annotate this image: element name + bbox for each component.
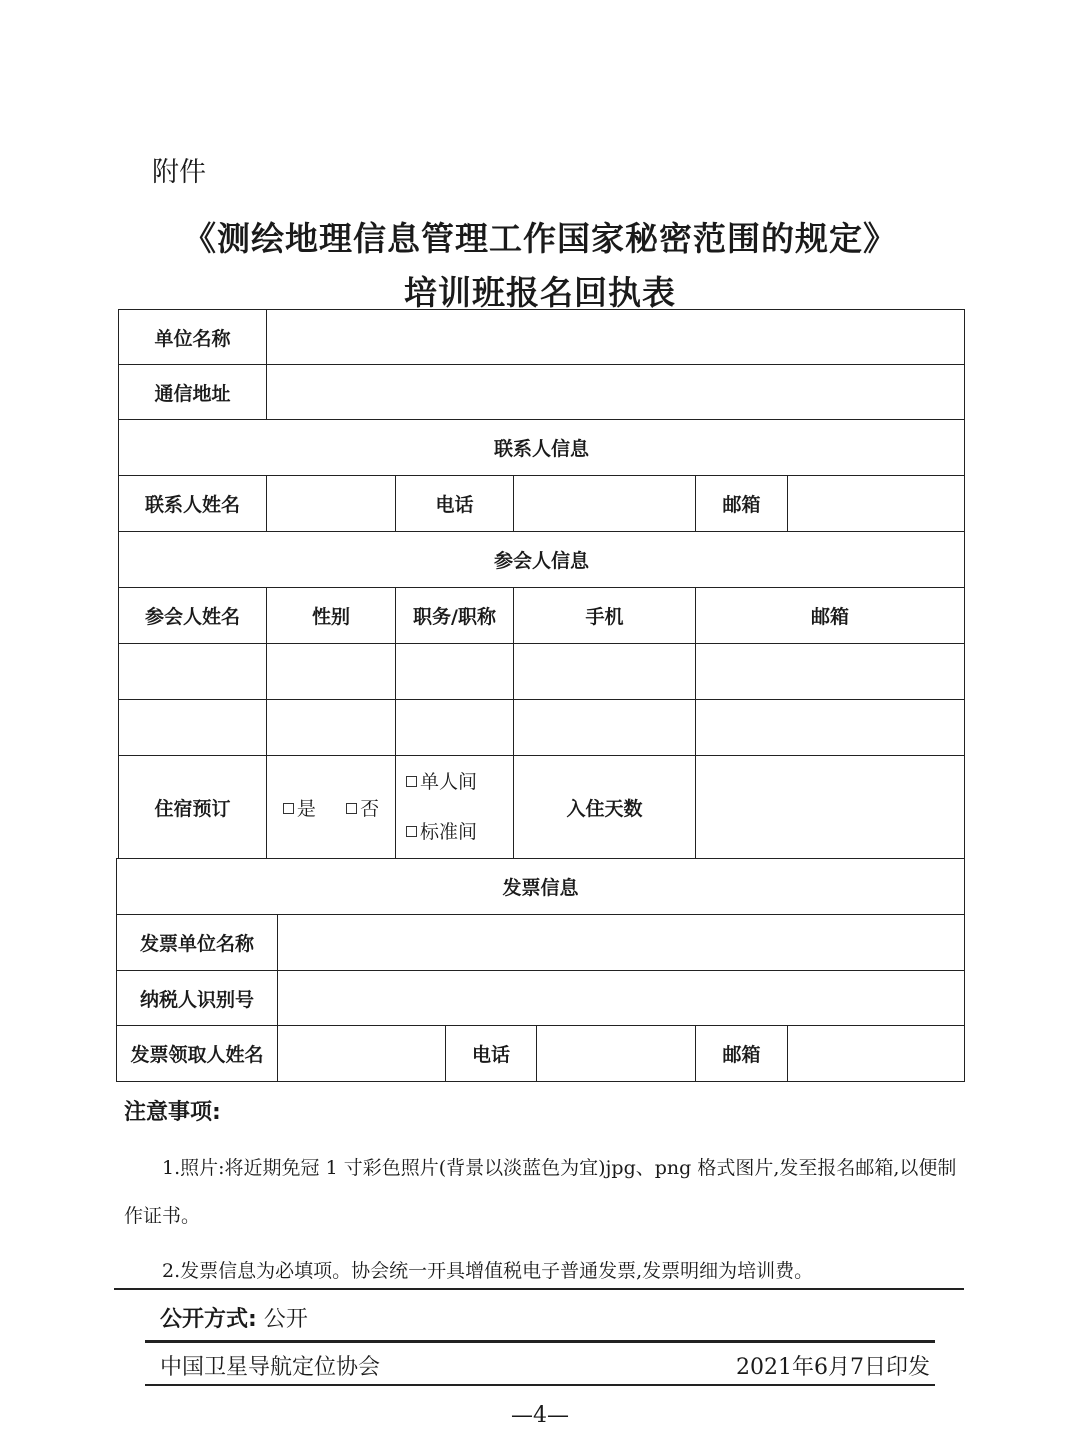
address-field[interactable] — [267, 365, 965, 420]
attendee-gender-cell[interactable] — [267, 700, 396, 756]
checkbox-icon[interactable] — [283, 803, 294, 814]
contact-name-label: 联系人姓名 — [119, 476, 267, 532]
attendee-name-cell[interactable] — [119, 700, 267, 756]
address-label: 通信地址 — [119, 365, 267, 420]
attendee-header-title: 职务/职称 — [396, 588, 514, 644]
stay-days-field[interactable] — [696, 756, 965, 859]
checkbox-icon[interactable] — [406, 826, 417, 837]
attendee-email-cell[interactable] — [696, 700, 965, 756]
divider — [145, 1384, 935, 1386]
invoice-unit-label: 发票单位名称 — [117, 915, 278, 971]
contact-email-field[interactable] — [788, 476, 965, 532]
invoice-phone-label: 电话 — [446, 1026, 537, 1082]
checkbox-icon[interactable] — [406, 776, 417, 787]
note-item-photo: 1.照片:将近期免冠 1 寸彩色照片(背景以淡蓝色为宜)jpg、png 格式图片,发至报名邮箱,以便制作证书。 — [124, 1157, 957, 1227]
invoice-unit-field[interactable] — [278, 915, 965, 971]
attendee-mobile-cell[interactable] — [514, 700, 696, 756]
attendee-title-cell[interactable] — [396, 644, 514, 700]
invoice-email-label: 邮箱 — [696, 1026, 788, 1082]
attendee-header-mobile: 手机 — [514, 588, 696, 644]
attendee-email-cell[interactable] — [696, 644, 965, 700]
standard-room-option[interactable]: 标准间 — [396, 807, 513, 857]
invoice-receiver-field[interactable] — [278, 1026, 446, 1082]
publish-mode-label: 公开方式: — [160, 1307, 257, 1332]
invoice-email-field[interactable] — [788, 1026, 965, 1082]
note-item-invoice: 2.发票信息为必填项。协会统一开具增值税电子普通发票,发票明细为培训费。 — [162, 1260, 814, 1282]
room-type-choice — [396, 756, 514, 859]
invoice-phone-field[interactable] — [537, 1026, 696, 1082]
attendee-header-name: 参会人姓名 — [119, 588, 267, 644]
contact-name-field[interactable] — [267, 476, 396, 532]
issuing-organization: 中国卫星导航定位协会 — [160, 1355, 381, 1380]
publish-mode — [160, 1302, 308, 1333]
attendee-gender-cell[interactable] — [267, 644, 396, 700]
lodging-choice — [267, 756, 396, 859]
attachment-label: 附件 — [152, 157, 206, 188]
lodging-yes-option[interactable]: 是 — [283, 798, 316, 820]
notes-title: 注意事项: — [124, 1100, 221, 1125]
attendee-section-header: 参会人信息 — [119, 532, 965, 588]
registration-form-upper — [118, 309, 965, 859]
attendee-row — [119, 700, 965, 756]
attendee-header-email: 邮箱 — [696, 588, 965, 644]
single-room-option[interactable]: 单人间 — [396, 757, 513, 807]
contact-phone-label: 电话 — [396, 476, 514, 532]
attendee-row — [119, 644, 965, 700]
invoice-section-header: 发票信息 — [117, 859, 965, 915]
page-number: —4— — [511, 1403, 569, 1428]
invoice-receiver-label: 发票领取人姓名 — [117, 1026, 278, 1082]
publish-mode-value: 公开 — [263, 1307, 308, 1332]
document-title: 《测绘地理信息管理工作国家秘密范围的规定》 — [183, 219, 897, 258]
divider — [145, 1340, 935, 1343]
unit-name-label: 单位名称 — [119, 310, 267, 365]
contact-email-label: 邮箱 — [696, 476, 788, 532]
issue-date: 2021年6月7日印发 — [736, 1355, 930, 1380]
registration-form-invoice — [116, 858, 965, 1082]
checkbox-icon[interactable] — [346, 803, 357, 814]
taxpayer-id-field[interactable] — [278, 971, 965, 1026]
attendee-header-gender: 性别 — [267, 588, 396, 644]
unit-name-field[interactable] — [267, 310, 965, 365]
taxpayer-id-label: 纳税人识别号 — [117, 971, 278, 1026]
contact-section-header: 联系人信息 — [119, 420, 965, 476]
stay-days-label: 入住天数 — [514, 756, 696, 859]
contact-phone-field[interactable] — [514, 476, 696, 532]
divider — [114, 1288, 964, 1290]
lodging-label: 住宿预订 — [119, 756, 267, 859]
attendee-title-cell[interactable] — [396, 700, 514, 756]
attendee-mobile-cell[interactable] — [514, 644, 696, 700]
document-subtitle: 培训班报名回执表 — [404, 273, 676, 312]
attendee-name-cell[interactable] — [119, 644, 267, 700]
lodging-no-option[interactable]: 否 — [346, 798, 379, 820]
